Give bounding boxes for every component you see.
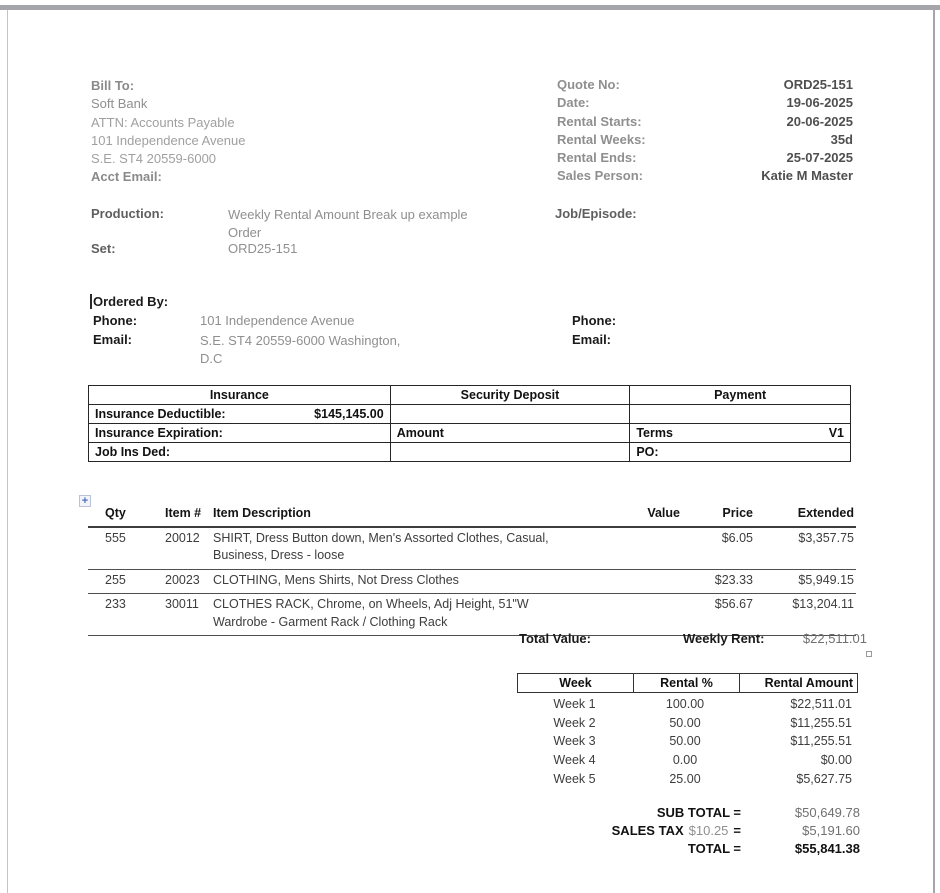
sales-tax-label: SALES TAX [611, 822, 684, 838]
job-episode-label: Job/Episode: [555, 206, 637, 221]
right-phone-label: Phone: [572, 313, 617, 328]
security-deposit-empty-cell [390, 405, 630, 424]
terms-value: V1 [828, 426, 844, 440]
job-ins-row [89, 443, 851, 462]
bill-to-attn: ATTN: Accounts Payable [91, 114, 235, 130]
item-price: $6.05 [721, 530, 753, 545]
email-label: Email: [93, 332, 133, 347]
insurance-deductible-value: $145,145.00 [314, 407, 384, 421]
total-value: $55,841.38 [794, 841, 860, 857]
item-number: 30011 [165, 597, 199, 611]
job-ins-ded-label: Job Ins Ded: [89, 443, 391, 462]
week-rental-amount: $11,255.51 [790, 715, 852, 730]
week-table-body [517, 695, 858, 788]
items-header-row [88, 503, 856, 528]
text-cursor [90, 294, 92, 309]
quote-no-label: Quote No: [557, 77, 620, 92]
sales-tax-equals: = [733, 822, 741, 838]
rental-weeks-value: 35d [830, 131, 853, 147]
table-resize-handle[interactable] [866, 651, 872, 657]
sales-person-value: Katie M Master [761, 168, 853, 184]
item-description: SHIRT, Dress Button down, Men's Assorted Clothes, Casual, Business, Dress - loose [213, 530, 549, 562]
sales-tax-value: $5,191.60 [802, 822, 860, 838]
bill-to-block [91, 77, 245, 187]
bill-to-address2: S.E. ST4 20559-6000 [91, 151, 217, 167]
rental-starts-row [557, 114, 853, 132]
insurance-header: Insurance [89, 386, 391, 405]
ordered-by-label: Ordered By: [93, 294, 169, 309]
item-row [88, 594, 856, 636]
amount-label: Amount [390, 424, 630, 443]
week-rental-amount: $0.00 [820, 753, 852, 768]
item-extended: $5,949.15 [798, 572, 854, 587]
extended-header: Extended [797, 506, 854, 520]
week-row [517, 732, 858, 751]
weekly-breakup-table [517, 673, 858, 788]
week-row [517, 695, 858, 714]
items-table [88, 503, 856, 636]
set-value: ORD25-151 [228, 241, 298, 256]
week-rental-amount: $5,627.75 [796, 771, 852, 786]
price-header: Price [722, 506, 753, 520]
item-description: CLOTHING, Mens Shirts, Not Dress Clothes [213, 572, 459, 587]
total-label: TOTAL = [687, 841, 741, 857]
date-label: Date: [557, 95, 590, 111]
date-value: 19-06-2025 [786, 95, 853, 111]
bill-to-address1: 101 Independence Avenue [91, 132, 246, 148]
subtotal-row [450, 803, 860, 821]
item-description: CLOTHES RACK, Chrome, on Wheels, Adj Height, 51"W Wardrobe - Garment Rack / Clothing Rack [213, 597, 529, 629]
item-price: $23.33 [714, 572, 753, 587]
week-rental-amount: $11,255.51 [790, 734, 852, 749]
insurance-expiration-label: Insurance Expiration: [89, 424, 391, 443]
week-name: Week 1 [553, 697, 596, 712]
po-label: PO: [630, 443, 851, 462]
week-rental-percent: 0.00 [672, 753, 698, 768]
week-name: Week 4 [553, 753, 596, 768]
subtotal-value: $50,649.78 [794, 804, 860, 820]
date-row [557, 95, 853, 113]
rental-amount-header: Rental Amount [739, 674, 856, 692]
week-rental-percent: 50.00 [669, 734, 701, 749]
week-table-header-row [517, 673, 858, 693]
production-label: Production: [91, 206, 164, 221]
week-name: Week 3 [553, 734, 596, 749]
item-extended: $13,204.11 [792, 597, 854, 611]
rental-weeks-label: Rental Weeks: [557, 131, 646, 147]
bill-to-label: Bill To: [91, 78, 135, 93]
week-name: Week 5 [553, 771, 596, 786]
value-header: Value [647, 506, 680, 520]
insurance-deductible-label: Insurance Deductible: [95, 407, 226, 421]
item-extended: $3,357.75 [798, 530, 854, 545]
quote-no-value: ORD25-151 [783, 77, 853, 92]
quote-no-row [557, 77, 853, 95]
total-value-label: Total Value: [519, 631, 591, 646]
rental-weeks-row [557, 132, 853, 150]
rental-starts-label: Rental Starts: [557, 113, 642, 129]
email-value [200, 332, 400, 369]
item-row [88, 570, 856, 595]
email-value-line1: S.E. ST4 20559-6000 Washington, [200, 333, 401, 348]
acct-email-label: Acct Email: [91, 169, 162, 185]
insurance-table [88, 385, 851, 462]
week-row [517, 769, 858, 788]
page-top-edge [0, 5, 940, 10]
total-row [450, 840, 860, 858]
rent-line [0, 631, 940, 649]
page-right-edge [933, 10, 935, 893]
weekly-rent-label: Weekly Rent: [683, 631, 765, 646]
sales-tax-rate: $10.25 [688, 822, 729, 838]
rental-starts-value: 20-06-2025 [786, 113, 853, 129]
sales-person-row [557, 168, 853, 186]
week-row [517, 751, 858, 770]
production-value-line1: Weekly Rental Amount Break up example [228, 207, 468, 222]
week-rental-amount: $22,511.01 [790, 697, 852, 712]
week-name: Week 2 [553, 715, 596, 730]
item-number: 20023 [165, 572, 200, 587]
production-value-line2: Order [228, 225, 262, 241]
phone-value: 101 Independence Avenue [200, 313, 355, 328]
phone-label: Phone: [93, 313, 138, 328]
security-deposit-header: Security Deposit [390, 386, 630, 405]
rental-ends-row [557, 150, 853, 168]
item-qty: 255 [105, 572, 126, 587]
weekly-rent-value: $22,511.01 [802, 631, 867, 646]
payment-empty-cell [630, 405, 851, 424]
week-rental-percent: 25.00 [669, 771, 701, 786]
terms-label: Terms [636, 426, 673, 440]
amount-empty-cell [390, 443, 630, 462]
bill-to-company: Soft Bank [91, 96, 148, 112]
page-left-edge [7, 10, 8, 893]
item-number-header: Item # [165, 506, 202, 520]
deductible-row [89, 405, 851, 424]
rental-ends-value: 25-07-2025 [786, 150, 853, 166]
set-label: Set: [91, 241, 116, 256]
right-email-label: Email: [572, 332, 612, 347]
week-row [517, 714, 858, 733]
week-rental-percent: 100.00 [665, 697, 705, 712]
item-qty: 555 [105, 530, 126, 545]
sales-tax-row [450, 821, 860, 839]
week-header: Week [559, 676, 592, 690]
qty-header: Qty [105, 506, 126, 520]
email-value-line2: D.C [200, 351, 223, 367]
table-handle-icon[interactable]: + [79, 495, 91, 507]
item-number: 20012 [165, 530, 200, 545]
item-price: $56.67 [714, 597, 753, 611]
rental-percent-header: Rental % [633, 674, 739, 692]
summary-totals [450, 803, 860, 858]
production-value [228, 206, 468, 243]
payment-header: Payment [630, 386, 851, 405]
item-row [88, 528, 856, 570]
quote-info-block [557, 77, 853, 187]
expiration-row [89, 424, 851, 443]
sales-person-label: Sales Person: [557, 168, 643, 184]
rental-ends-label: Rental Ends: [557, 150, 637, 166]
subtotal-label: SUB TOTAL = [656, 804, 741, 820]
item-description-header: Item Description [213, 506, 311, 520]
item-qty: 233 [105, 597, 126, 611]
week-rental-percent: 50.00 [669, 715, 701, 730]
insurance-table-header-row [89, 386, 851, 405]
